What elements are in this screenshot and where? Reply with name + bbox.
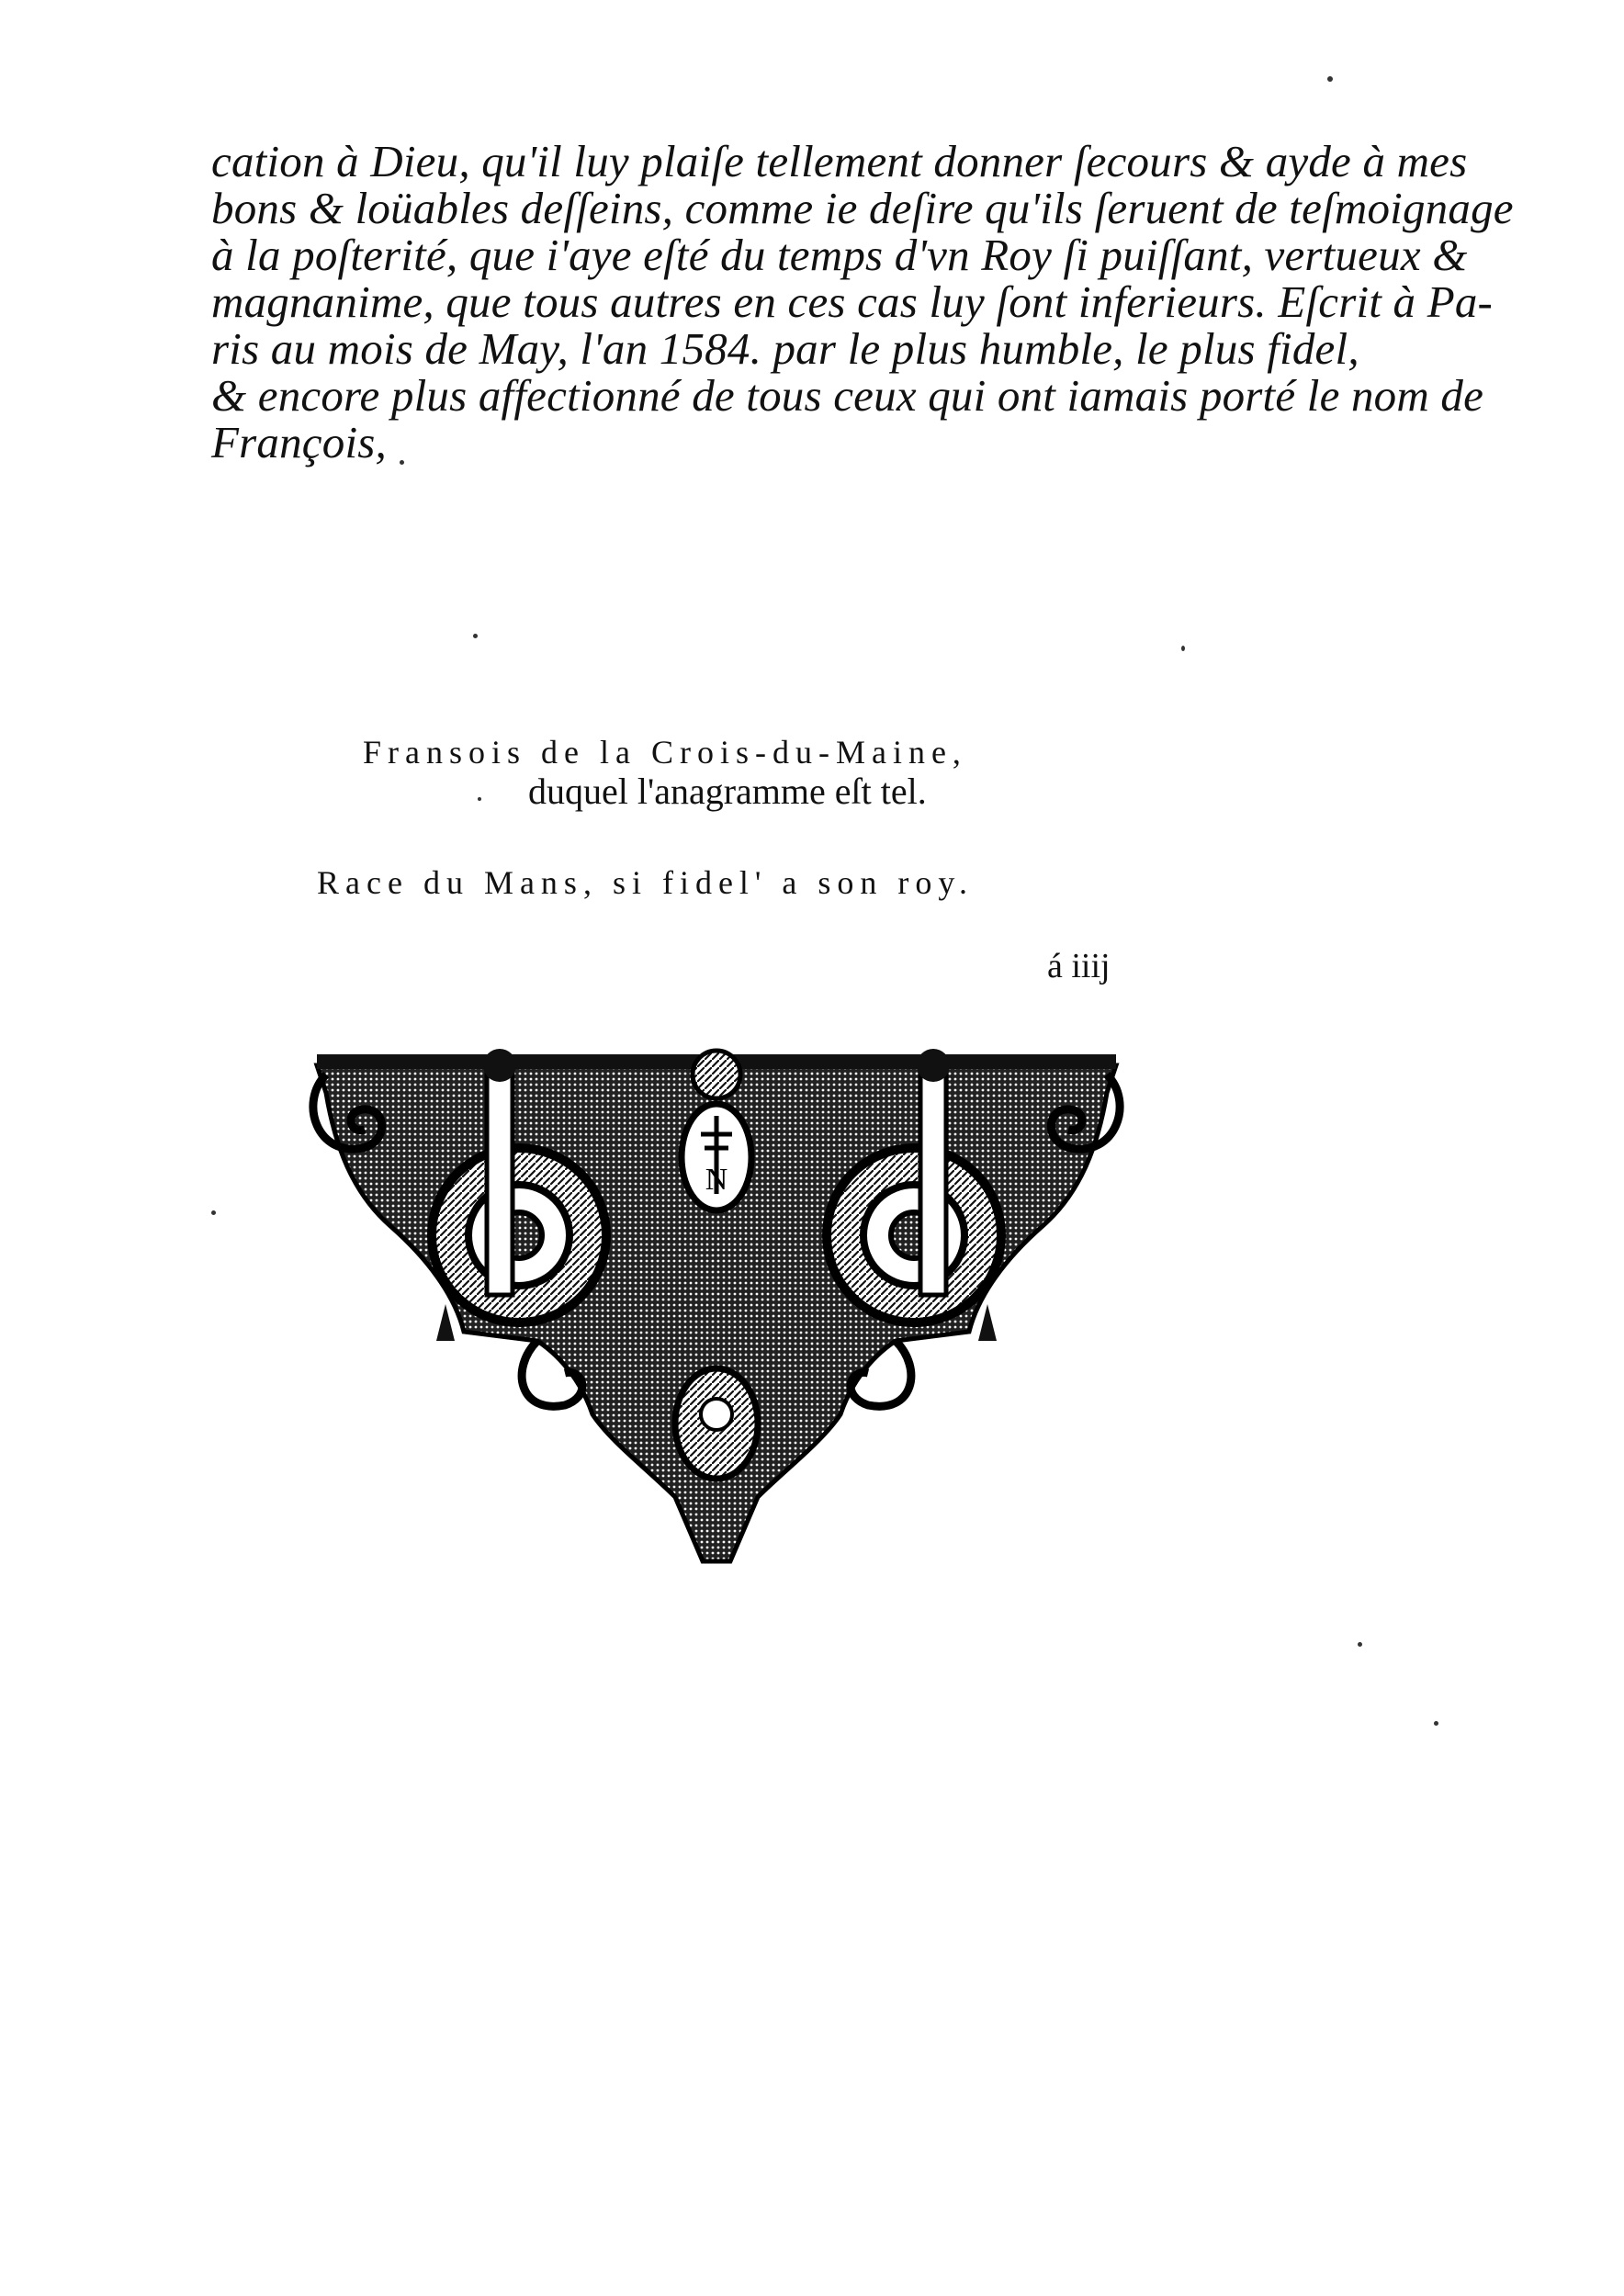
text-line: cation à Dieu, qu'il luy plaiſe tellement donner ſecours & ayde à mes xyxy=(211,136,1468,186)
scan-speck xyxy=(1434,1721,1438,1726)
text-line: ris au mois de May, l'an 1584. par le plus humble, le plus fidel, xyxy=(211,323,1359,374)
anagram: Race du Mans, si fidel' a son roy. xyxy=(317,864,975,901)
scan-speck xyxy=(400,460,404,465)
author-name: Fransois de la Crois-du-Maine, xyxy=(363,734,967,771)
text-line: magnanime, que tous autres en ces cas luy ſont inferieurs. Eſcrit à Pa- xyxy=(211,276,1494,327)
scan-speck xyxy=(478,797,481,801)
scan-speck xyxy=(211,1210,216,1215)
anagram-intro: duquel l'anagramme eſt tel. xyxy=(528,771,927,812)
woodcut-ornament xyxy=(308,1038,1125,1570)
scan-speck xyxy=(1181,646,1185,651)
body-paragraph xyxy=(211,136,1514,467)
scan-speck xyxy=(473,634,478,638)
text-line: bons & loüables deſſeins, comme ie deſire qu'ils ſeruent de teſmoignage xyxy=(211,183,1514,233)
signature-mark: á iiij xyxy=(1047,947,1111,985)
text-line: à la poſterité, que i'aye eſté du temps d'vn Roy ſi puiſſant, vertueux & xyxy=(211,230,1468,280)
scan-speck xyxy=(1327,76,1333,82)
text-line: François, xyxy=(211,417,387,467)
text-line: & encore plus affectionné de tous ceux qui ont iamais porté le nom de xyxy=(211,370,1484,421)
scan-speck xyxy=(1358,1642,1362,1647)
ornament-monogram: N xyxy=(705,1163,728,1197)
